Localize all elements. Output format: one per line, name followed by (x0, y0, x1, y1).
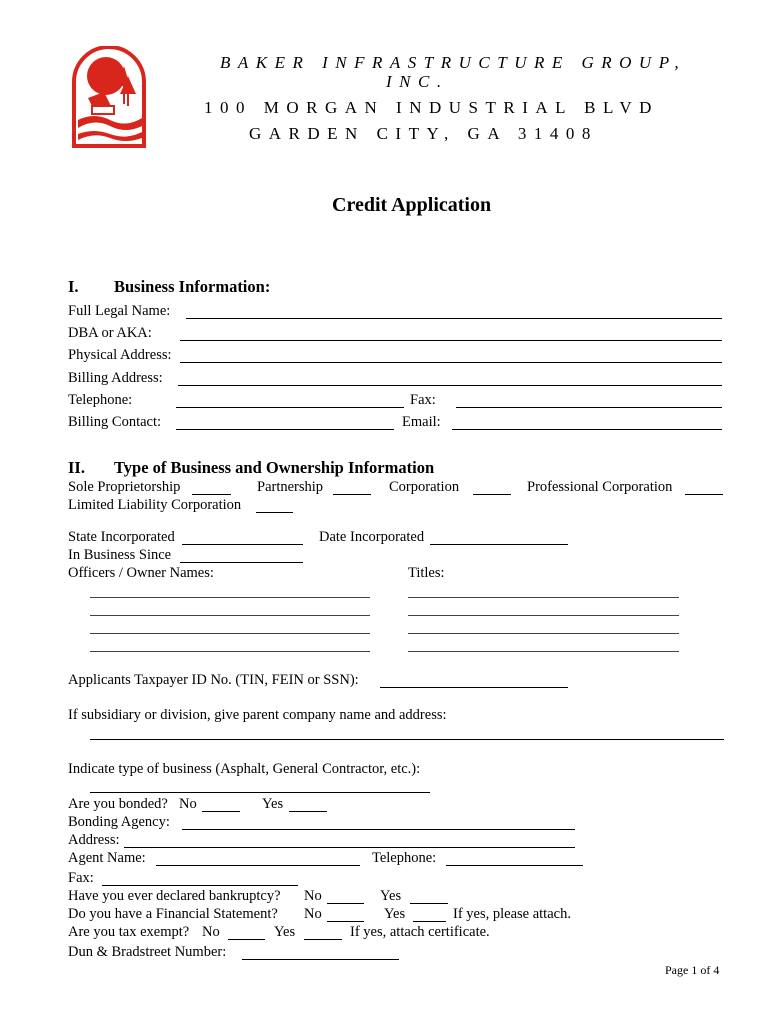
dun-bradstreet-field[interactable] (242, 959, 399, 960)
officer-title-field-1[interactable] (408, 597, 679, 598)
titles-label: Titles: (408, 565, 445, 581)
taxpayer-id-field[interactable] (380, 687, 568, 688)
bonded-yes-label: Yes (262, 796, 284, 812)
date-incorporated-field[interactable] (430, 544, 568, 545)
tax-exempt-note: If yes, attach certificate. (350, 924, 490, 940)
tax-exempt-yes-label: Yes (274, 924, 296, 940)
business-type-label: Indicate type of business (Asphalt, General Contractor, etc.): (68, 761, 421, 777)
agent-name-label: Agent Name: (68, 850, 146, 866)
dba-label: DBA or AKA: (68, 325, 152, 341)
billing-contact-label: Billing Contact: (68, 414, 162, 430)
company-logo (70, 46, 148, 148)
tax-exempt-no-field[interactable] (228, 939, 265, 940)
company-address-line1: 100 MORGAN INDUSTRIAL BLVD (204, 98, 659, 117)
state-incorporated-field[interactable] (182, 544, 303, 545)
billing-contact-field[interactable] (176, 429, 394, 430)
tax-exempt-label: Are you tax exempt? (68, 924, 190, 940)
bankruptcy-yes-field[interactable] (410, 903, 448, 904)
sole-proprietorship-label: Sole Proprietorship (68, 479, 181, 495)
partnership-field[interactable] (333, 494, 371, 495)
business-type-field[interactable] (90, 792, 430, 793)
financial-statement-no-label: No (304, 906, 322, 922)
llc-field[interactable] (256, 512, 293, 513)
officer-name-field-3[interactable] (90, 633, 370, 634)
dun-bradstreet-label: Dun & Bradstreet Number: (68, 944, 227, 960)
officers-label: Officers / Owner Names: (68, 565, 214, 581)
in-business-since-field[interactable] (180, 562, 303, 563)
section-2-heading: Type of Business and Ownership Information (114, 458, 435, 477)
bonding-address-label: Address: (68, 832, 120, 848)
bankruptcy-yes-label: Yes (380, 888, 402, 904)
document-title: Credit Application (332, 194, 492, 216)
date-incorporated-label: Date Incorporated (319, 529, 425, 545)
officer-name-field-2[interactable] (90, 615, 370, 616)
agent-fax-label: Fax: (68, 870, 94, 886)
billing-address-field[interactable] (178, 385, 722, 386)
bankruptcy-label: Have you ever declared bankruptcy? (68, 888, 281, 904)
agent-telephone-field[interactable] (446, 865, 583, 866)
fax-field[interactable] (456, 407, 722, 408)
company-address-line2: GARDEN CITY, GA 31408 (249, 124, 598, 143)
bankruptcy-no-label: No (304, 888, 322, 904)
section-2-number: II. (68, 458, 85, 477)
fax-label: Fax: (410, 392, 436, 408)
bonding-agency-field[interactable] (182, 829, 575, 830)
officer-title-field-2[interactable] (408, 615, 679, 616)
agent-fax-field[interactable] (102, 885, 298, 886)
financial-statement-no-field[interactable] (327, 921, 364, 922)
officer-name-field-1[interactable] (90, 597, 370, 598)
corporation-field[interactable] (473, 494, 511, 495)
bonding-address-field[interactable] (124, 847, 575, 848)
in-business-since-label: In Business Since (68, 547, 172, 563)
company-name-line1: BAKER INFRASTRUCTURE GROUP, (220, 53, 687, 72)
bonding-agency-label: Bonding Agency: (68, 814, 170, 830)
telephone-field[interactable] (176, 407, 404, 408)
taxpayer-id-label: Applicants Taxpayer ID No. (TIN, FEIN or SSN): (68, 672, 359, 688)
subsidiary-label: If subsidiary or division, give parent company name and address: (68, 707, 447, 723)
section-1-heading: Business Information: (114, 277, 271, 296)
email-label: Email: (402, 414, 441, 430)
financial-statement-yes-label: Yes (384, 906, 406, 922)
subsidiary-field[interactable] (90, 739, 724, 740)
bonded-no-label: No (179, 796, 197, 812)
bonded-no-field[interactable] (202, 811, 240, 812)
financial-statement-note: If yes, please attach. (453, 906, 571, 922)
bankruptcy-no-field[interactable] (327, 903, 364, 904)
officer-title-field-3[interactable] (408, 633, 679, 634)
corporation-label: Corporation (389, 479, 460, 495)
officer-name-field-4[interactable] (90, 651, 370, 652)
bonded-yes-field[interactable] (289, 811, 327, 812)
officer-title-field-4[interactable] (408, 651, 679, 652)
tax-exempt-no-label: No (202, 924, 220, 940)
dba-field[interactable] (180, 340, 722, 341)
email-field[interactable] (452, 429, 722, 430)
physical-address-field[interactable] (180, 362, 722, 363)
bonded-label: Are you bonded? (68, 796, 168, 812)
full-legal-name-field[interactable] (186, 318, 722, 319)
professional-corporation-label: Professional Corporation (527, 479, 673, 495)
physical-address-label: Physical Address: (68, 347, 172, 363)
partnership-label: Partnership (257, 479, 324, 495)
sole-proprietorship-field[interactable] (192, 494, 231, 495)
llc-label: Limited Liability Corporation (68, 497, 242, 513)
tax-exempt-yes-field[interactable] (304, 939, 342, 940)
agent-telephone-label: Telephone: (372, 850, 437, 866)
page-number: Page 1 of 4 (665, 963, 720, 977)
full-legal-name-label: Full Legal Name: (68, 303, 171, 319)
state-incorporated-label: State Incorporated (68, 529, 175, 545)
billing-address-label: Billing Address: (68, 370, 163, 386)
company-name-line2: INC. (386, 72, 449, 91)
professional-corporation-field[interactable] (685, 494, 723, 495)
financial-statement-yes-field[interactable] (413, 921, 446, 922)
section-1-number: I. (68, 277, 79, 296)
financial-statement-label: Do you have a Financial Statement? (68, 906, 278, 922)
agent-name-field[interactable] (156, 865, 360, 866)
telephone-label: Telephone: (68, 392, 133, 408)
